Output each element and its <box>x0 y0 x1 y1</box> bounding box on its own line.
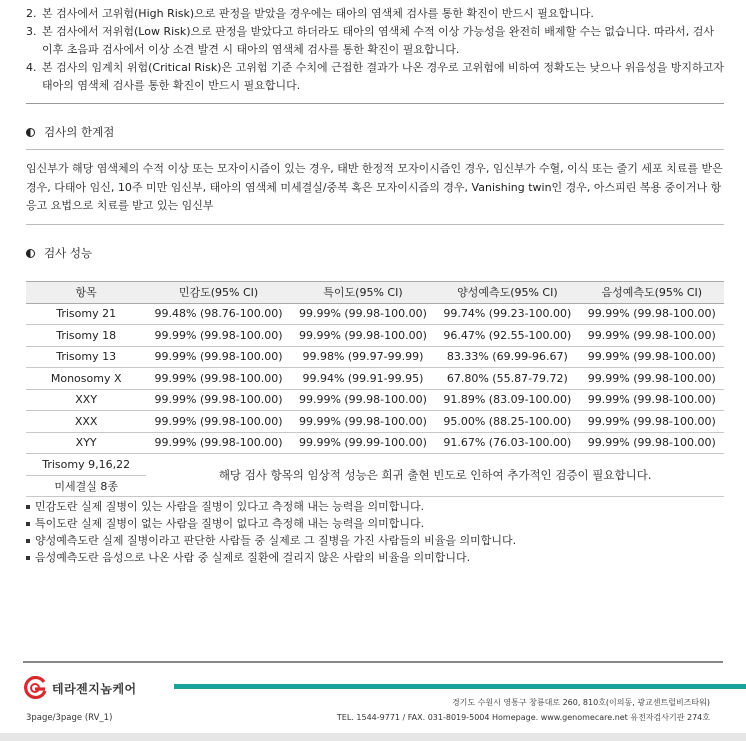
cell-specificity: 99.99% (99.98-100.00) <box>291 411 435 433</box>
table-row <box>26 368 724 390</box>
cell-sensitivity: 99.99% (99.98-100.00) <box>146 432 290 454</box>
bullet-square-icon <box>26 522 30 526</box>
half-circle-icon <box>26 128 35 137</box>
row-item: Monosomy X <box>26 368 146 390</box>
cell-specificity: 99.94% (99.91-99.95) <box>291 368 435 390</box>
cell-specificity: 99.99% (99.98-100.00) <box>291 389 435 411</box>
cell-npv: 99.99% (99.98-100.00) <box>580 389 724 411</box>
row-item: XXY <box>26 389 146 411</box>
cell-sensitivity: 99.99% (99.98-100.00) <box>146 389 290 411</box>
row-item: Trisomy 13 <box>26 346 146 368</box>
company-name: 테라젠지놈케어 <box>52 681 137 696</box>
company-logo <box>22 676 137 700</box>
table-header-row <box>26 282 724 304</box>
row-item: Trisomy 18 <box>26 325 146 347</box>
note-number: 3. <box>26 25 37 38</box>
cell-ppv: 83.33% (69.99-96.67) <box>435 346 579 368</box>
bullet-square-icon <box>26 539 30 543</box>
cell-specificity: 99.99% (99.98-100.00) <box>291 303 435 325</box>
note-item <box>26 5 726 23</box>
header-sensitivity: 민감도(95% CI) <box>146 282 290 304</box>
performance-heading <box>26 245 92 261</box>
cell-specificity: 99.99% (99.99-100.00) <box>291 432 435 454</box>
accent-bar <box>174 684 746 689</box>
performance-title: 검사 성능 <box>44 246 93 260</box>
divider <box>26 103 724 104</box>
cell-sensitivity: 99.99% (99.98-100.00) <box>146 368 290 390</box>
performance-table <box>26 281 724 497</box>
note-item <box>26 23 726 59</box>
header-specificity: 특이도(95% CI) <box>291 282 435 304</box>
cell-sensitivity: 99.99% (99.98-100.00) <box>146 411 290 433</box>
note-item <box>26 59 726 95</box>
row-item: XYY <box>26 432 146 454</box>
definition-text: 양성예측도란 실제 질병이라고 판단한 사람들 중 실제로 그 질병을 가진 사람들의 비율을 의미합니다. <box>35 534 517 547</box>
header-ppv: 양성예측도(95% CI) <box>435 282 579 304</box>
row-item: Trisomy 21 <box>26 303 146 325</box>
table-row <box>26 346 724 368</box>
header-item: 항목 <box>26 282 146 304</box>
definition-text: 특이도란 실제 질병이 없는 사람을 질병이 없다고 측정해 내는 능력을 의미합니다. <box>35 517 425 530</box>
cell-specificity: 99.99% (99.98-100.00) <box>291 325 435 347</box>
cell-ppv: 67.80% (55.87-79.72) <box>435 368 579 390</box>
limitations-title: 검사의 한계점 <box>44 125 115 139</box>
header-npv: 음성예측도(95% CI) <box>580 282 724 304</box>
cell-npv: 99.99% (99.98-100.00) <box>580 432 724 454</box>
list-item <box>26 515 516 532</box>
note-number: 2. <box>26 7 37 20</box>
half-circle-icon <box>26 249 35 258</box>
list-item <box>26 498 516 515</box>
cell-npv: 99.99% (99.98-100.00) <box>580 368 724 390</box>
cell-npv: 99.99% (99.98-100.00) <box>580 346 724 368</box>
cell-npv: 99.99% (99.98-100.00) <box>580 303 724 325</box>
cell-ppv: 96.47% (92.55-100.00) <box>435 325 579 347</box>
notes-list <box>26 5 726 95</box>
cell-sensitivity: 99.99% (99.98-100.00) <box>146 346 290 368</box>
bullet-square-icon <box>26 505 30 509</box>
table-row <box>26 389 724 411</box>
page-number: 3page/3page (RV_1) <box>26 713 113 723</box>
bullet-square-icon <box>26 556 30 560</box>
row-item-rare: 미세결실 8종 <box>26 475 146 497</box>
cell-npv: 99.99% (99.98-100.00) <box>580 411 724 433</box>
definitions-list <box>26 498 516 566</box>
g-logo-icon <box>22 676 48 700</box>
row-item: XXX <box>26 411 146 433</box>
divider <box>26 224 724 225</box>
cell-ppv: 91.67% (76.03-100.00) <box>435 432 579 454</box>
cell-sensitivity: 99.48% (98.76-100.00) <box>146 303 290 325</box>
cell-ppv: 95.00% (88.25-100.00) <box>435 411 579 433</box>
rare-items-note: 해당 검사 항목의 임상적 성능은 희귀 출현 빈도로 인하여 추가적인 검증이 필요합니다. <box>146 454 724 497</box>
limitations-text: 임신부가 해당 염색체의 수적 이상 또는 모자이시즘이 있는 경우, 태반 한정적 모자이시즘인 경우, 임신부가 수혈, 이식 또는 줄기 세포 치료를 받은 경우, 다태아 임신, 10주 미만 임신부, 태아의 염색체 미세결실/중복 혹은 모자이시즘의 경우, Vanishing twin인 경우, 아스피린 복용 중이거나 항 응고 요법으로 치료를 받고 있는 임신부 <box>26 162 723 212</box>
definition-text: 음성예측도란 음성으로 나온 사람 중 실제로 질환에 걸리지 않은 사람의 비율을 의미합니다. <box>35 551 471 564</box>
note-number: 4. <box>26 61 37 74</box>
cell-npv: 99.99% (99.98-100.00) <box>580 325 724 347</box>
cell-sensitivity: 99.99% (99.98-100.00) <box>146 325 290 347</box>
note-text: 본 검사에서 고위험(High Risk)으로 판정을 받았을 경우에는 태아의 염색체 검사를 통한 확진이 반드시 필요합니다. <box>42 7 594 20</box>
table-row <box>26 325 724 347</box>
cell-ppv: 91.89% (83.09-100.00) <box>435 389 579 411</box>
row-item-rare: Trisomy 9,16,22 <box>26 454 146 476</box>
table-row <box>26 454 724 476</box>
table-row <box>26 411 724 433</box>
list-item <box>26 532 516 549</box>
note-text: 본 검사에서 저위험(Low Risk)으로 판정을 받았다고 하더라도 태아의 염색체 수적 이상 가능성을 완전히 배제할 수는 없습니다. 따라서, 검사 이후 초음파 검사에서 이상 소견 발견 시 태아의 염색체 검사를 통한 확진이 필요합니다. <box>42 25 715 56</box>
table-row <box>26 432 724 454</box>
cell-ppv: 99.74% (99.23-100.00) <box>435 303 579 325</box>
bottom-band <box>0 733 746 741</box>
note-text: 본 검사의 임계치 위험(Critical Risk)은 고위험 기준 수치에 근접한 결과가 나온 경우로 고위험에 비하여 정확도는 낮으나 위음성을 방지하고자 태아의 염색체 검사를 통한 확진이 반드시 필요합니다. <box>42 61 724 92</box>
table-row <box>26 303 724 325</box>
definition-text: 민감도란 실제 질병이 있는 사람을 질병이 있다고 측정해 내는 능력을 의미합니다. <box>35 500 425 513</box>
company-contact: TEL. 1544-9771 / FAX. 031-8019-5004 Homepage. www.genomecare.net 유전자검사기관 274호 <box>336 713 710 722</box>
cell-specificity: 99.98% (99.97-99.99) <box>291 346 435 368</box>
list-item <box>26 549 516 566</box>
divider <box>26 149 724 150</box>
company-address: 경기도 수원시 영통구 창룡대로 260, 810호(이의동, 광교센트럴비즈타워) <box>451 698 710 707</box>
limitations-heading <box>26 124 114 140</box>
footer-divider <box>23 661 723 663</box>
